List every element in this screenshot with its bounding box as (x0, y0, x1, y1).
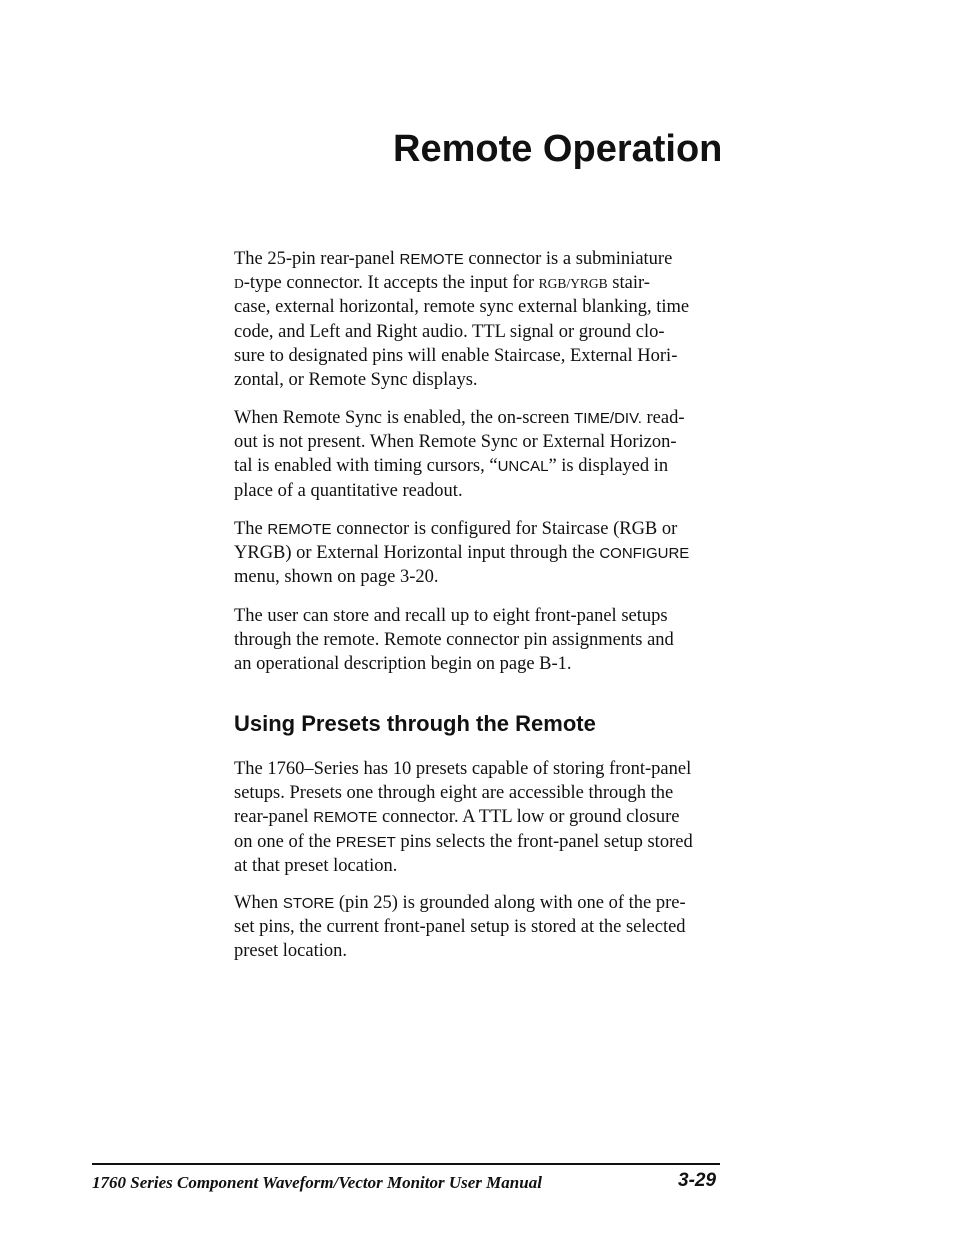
text-line: YRGB) or External Horizontal input through the CONFIGURE (234, 543, 690, 564)
section-heading: Using Presets through the Remote (234, 711, 596, 736)
text-line: D-type connector. It accepts the input for RGB/YRGB stair- (234, 273, 650, 294)
text-line: The 1760–Series has 10 presets capable of storing front-panel (234, 759, 692, 779)
paragraph-presets (234, 757, 744, 878)
text-line: set pins, the current front-panel setup is stored at the selected (234, 917, 686, 938)
text-line: The REMOTE connector is configured for Staircase (RGB or (234, 519, 678, 539)
paragraph-remote-connector (234, 247, 744, 392)
text-line: through the remote. Remote connector pin assignments and (234, 630, 674, 651)
text-line: preset location. (234, 941, 348, 962)
paragraph-configure (234, 517, 744, 590)
text-line: at that preset location. (234, 855, 398, 876)
text-line: rear-panel REMOTE connector. A TTL low or ground closure (234, 807, 680, 828)
paragraph-remote-sync (234, 406, 744, 503)
text-line: place of a quantitative readout. (234, 480, 463, 501)
text-line: menu, shown on page 3-20. (234, 567, 439, 588)
text-line: tal is enabled with timing cursors, “UNCAL” is displayed in (234, 456, 669, 477)
text-line: The 25-pin rear-panel REMOTE connector is a subminiature (234, 249, 673, 269)
footer-manual-title: 1760 Series Component Waveform/Vector Monitor User Manual (92, 1173, 542, 1192)
page-number: 3-29 (678, 1170, 717, 1191)
text-line: code, and Left and Right audio. TTL signal or ground clo- (234, 321, 665, 342)
text-line: When STORE (pin 25) is grounded along with one of the pre- (234, 893, 686, 913)
paragraph-store (234, 891, 744, 964)
text-line: sure to designated pins will enable Staircase, External Hori- (234, 345, 678, 366)
text-line: When Remote Sync is enabled, the on-screen TIME/DIV. read- (234, 408, 685, 428)
text-line: out is not present. When Remote Sync or External Horizon- (234, 432, 677, 453)
page-title: Remote Operation (393, 128, 723, 170)
paragraph-store-recall (234, 604, 744, 677)
text-line: The user can store and recall up to eight front-panel setups (234, 606, 668, 626)
text-line: an operational description begin on page B-1. (234, 654, 572, 675)
text-line: on one of the PRESET pins selects the front-panel setup stored (234, 831, 693, 852)
footer-divider (92, 1163, 720, 1165)
text-line: setups. Presets one through eight are accessible through the (234, 783, 674, 804)
text-line: zontal, or Remote Sync displays. (234, 369, 478, 390)
text-line: case, external horizontal, remote sync external blanking, time (234, 297, 690, 318)
